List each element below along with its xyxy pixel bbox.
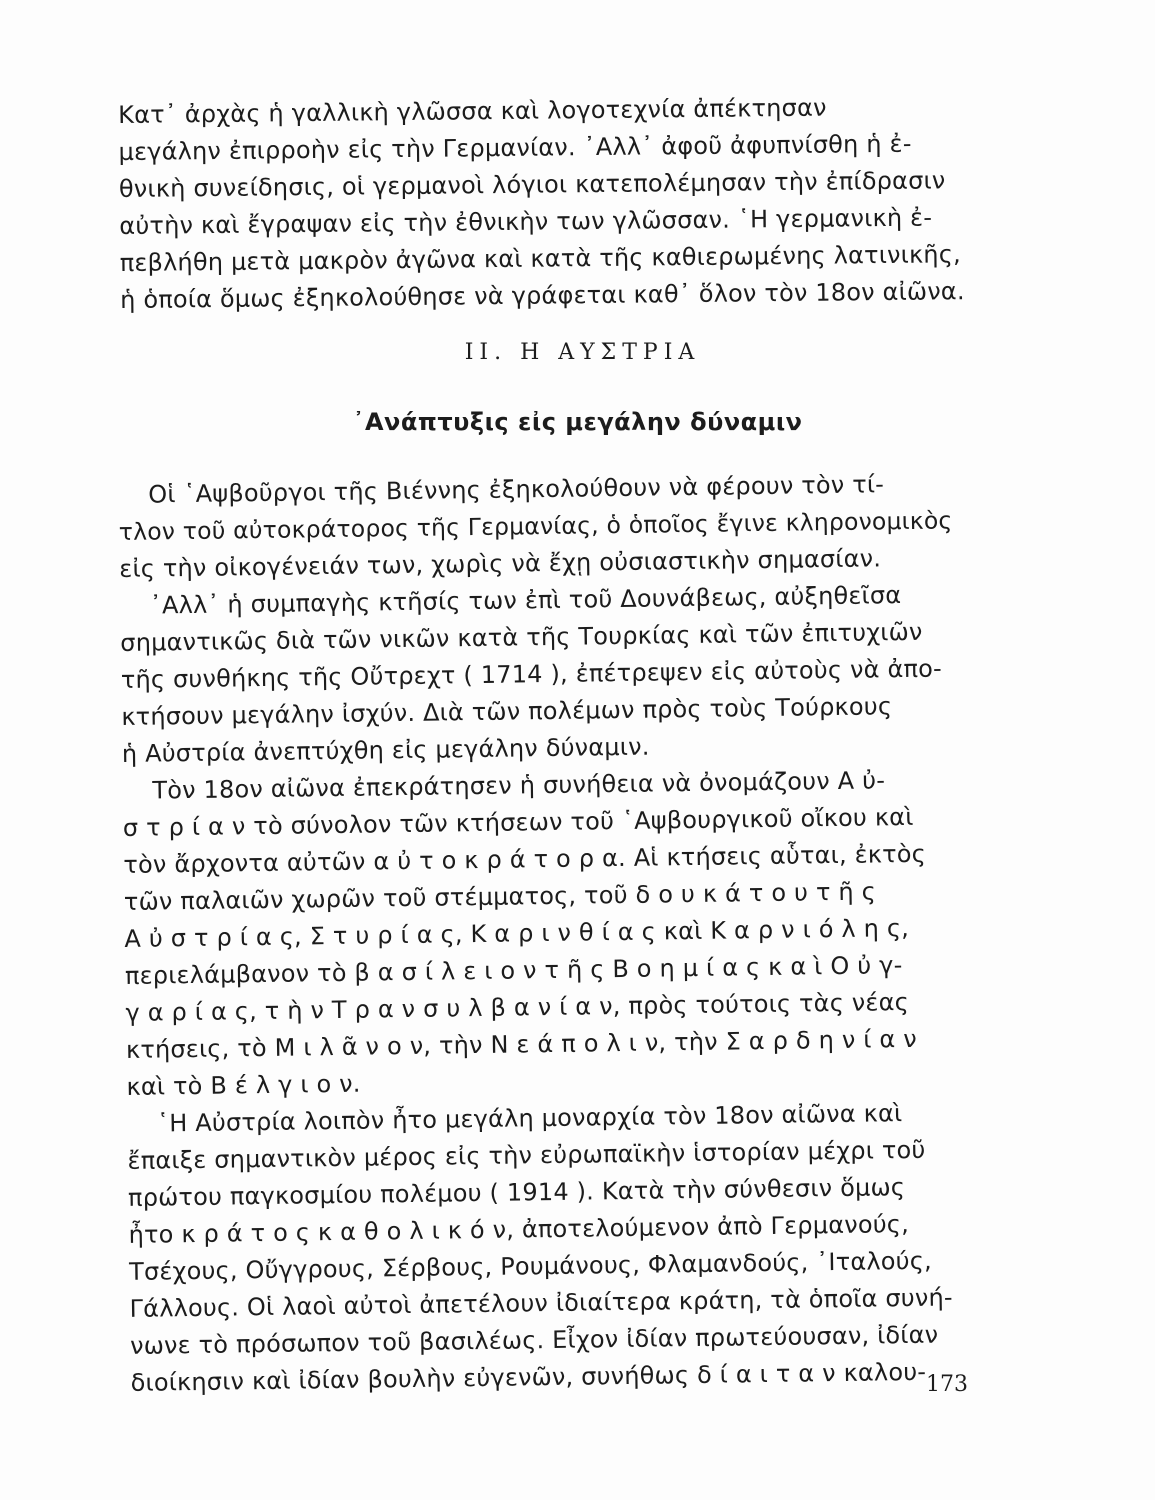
text-line: πρώτου παγκοσμίου πολέμου ( 1914 ). Κατὰ τὴν σύνθεσιν ὅμως (127, 1173, 906, 1212)
text-line: νωνε τὸ πρόσωπον τοῦ βασιλέως. Εἶχον ἰδίαν πρωτεύουσαν, ἰδίαν (129, 1320, 939, 1360)
text-line: Οἱ ῾Αψβοῦργοι τῆς Βιέννης ἐξηκολούθουν νὰ φέρουν τὸν τί- (148, 470, 885, 509)
text-line: ἡ ὁποία ὅμως ἐξηκολούθησε νὰ γράφεται καθ᾽ ὅλον τὸν 18ον αἰῶνα. (119, 277, 965, 314)
text-line: Κατ᾽ ἀρχὰς ἡ γαλλικὴ γλῶσσα καὶ λογοτεχνία ἀπέκτησαν (118, 93, 827, 129)
section-subheading: ᾿Ανάπτυξις εἰς μεγάλην δύναμιν (352, 408, 803, 436)
section-heading: II. Η ΑΥΣΤΡΙΑ (464, 340, 701, 365)
text-line: κτήσεις, τὸ Μ ι λ ᾶ ν ο ν, τὴν Ν ε ά π ο λ ι ν, τὴν Σ α ρ δ η ν ί α ν (125, 1024, 918, 1064)
text-line: τῶν παλαιῶν χωρῶν τοῦ στέμματος, τοῦ δ ο υ κ ά τ ο υ τ ῆ ς (123, 877, 877, 916)
text-line: Τὸν 18ον αἰῶνα ἐπεκράτησεν ἡ συνήθεια νὰ ὀνομάζουν Α ὐ- (152, 766, 886, 805)
text-line: ἦτο κ ρ ά τ ο ς κ α θ ο λ ι κ ό ν, ἀποτελούμενον ἀπὸ Γερμανούς, (128, 1210, 910, 1249)
text-line: σ τ ρ ί α ν τὸ σύνολον τῶν κτήσεων τοῦ ῾Αψβουργικοῦ οἴκου καὶ (122, 802, 914, 842)
text-line: τῆς συνθήκης τῆς Οὔτρεχτ ( 1714 ), ἐπέτρεψεν εἰς αὐτοὺς νὰ ἀπο- (120, 654, 943, 694)
text-line: κτήσουν μεγάλην ἰσχύν. Διὰ τῶν πολέμων πρὸς τοὺς Τούρκους (121, 692, 893, 731)
text-line: θνικὴ συνείδησις, οἱ γερμανοὶ λόγιοι κατεπολέμησαν τὴν ἐπίδρασιν (118, 166, 946, 203)
text-line: ᾿Αλλ᾽ ἡ συμπαγὴς κτῆσίς των ἐπὶ τοῦ Δουνάβεως, αὐξηθεῖσα (149, 581, 902, 620)
text-line: ἡ Αὐστρία ἀνεπτύχθη εἰς μεγάλην δύναμιν. (121, 732, 650, 768)
intro-paragraph (118, 88, 970, 319)
body-text (118, 465, 981, 1402)
text-line: διοίκησιν καὶ ἰδίαν βουλὴν εὐγενῶν, συνήθως δ ί α ι τ α ν καλου- (130, 1357, 927, 1397)
text-line: Α ὐ σ τ ρ ί α ς, Σ τ υ ρ ί α ς, Κ α ρ ι ν θ ί α ς καὶ Κ α ρ ν ι ό λ η ς, (124, 914, 910, 953)
text-line: τὸν ἄρχοντα αὐτῶν α ὐ τ ο κ ρ ά τ ο ρ α. Αἱ κτήσεις αὗται, ἐκτὸς (123, 839, 927, 879)
text-line: αὐτὴν καὶ ἔγραψαν εἰς τὴν ἐθνικὴν των γλῶσσαν. ῾Η γερμανικὴ ἐ- (119, 203, 933, 240)
text-line: εἰς τὴν οἰκογένειάν των, χωρὶς νὰ ἔχῃ οὐσιαστικὴν σημασίαν. (119, 544, 882, 583)
text-line: τλον τοῦ αὐτοκράτορος τῆς Γερμανίας, ὁ ὁποῖος ἔγινε κληρονομικὸς (118, 506, 953, 546)
text-line: σημαντικῶς διὰ τῶν νικῶν κατὰ τῆς Τουρκίας καὶ τῶν ἐπιτυχιῶν (120, 617, 923, 657)
text-line: μεγάλην ἐπιρροὴν εἰς τὴν Γερμανίαν. ᾿Αλλ᾽ ἀφοῦ ἀφυπνίσθη ἡ ἐ- (118, 129, 912, 166)
page-number: 173 (926, 1372, 968, 1397)
text-line: πεβλήθη μετὰ μακρὸν ἀγῶνα καὶ κατὰ τῆς καθιερωμένης λατινικῆς, (119, 240, 962, 277)
text-line: Γάλλους. Οἱ λαοὶ αὐτοὶ ἀπετέλουν ἰδιαίτερα κράτη, τὰ ὁποῖα συνή- (129, 1283, 953, 1323)
text-line: ῾Η Αὐστρία λοιπὸν ἦτο μεγάλη μοναρχία τὸν 18ον αἰῶνα καὶ (156, 1099, 903, 1138)
text-line: ἔπαιξε σημαντικὸν μέρος εἰς τὴν εὐρωπαϊκὴν ἱστορίαν μέχρι τοῦ (127, 1135, 926, 1175)
text-line: γ α ρ ί α ς, τ ὴ ν Τ ρ α ν σ υ λ β α ν ί α ν, πρὸς τούτοις τὰς νέας (125, 988, 910, 1027)
text-line: Τσέχους, Οὔγγρους, Σέρβους, Ρουμάνους, Φλαμανδούς, ᾿Ιταλούς, (128, 1246, 933, 1286)
text-line: περιελάμβανον τὸ β α σ ί λ ε ι ο ν τ ῆ ς Β ο η μ ί α ς κ α ὶ Ο ὐ γ- (124, 951, 903, 990)
text-line: καὶ τὸ Β έ λ γ ι ο ν. (126, 1069, 361, 1101)
